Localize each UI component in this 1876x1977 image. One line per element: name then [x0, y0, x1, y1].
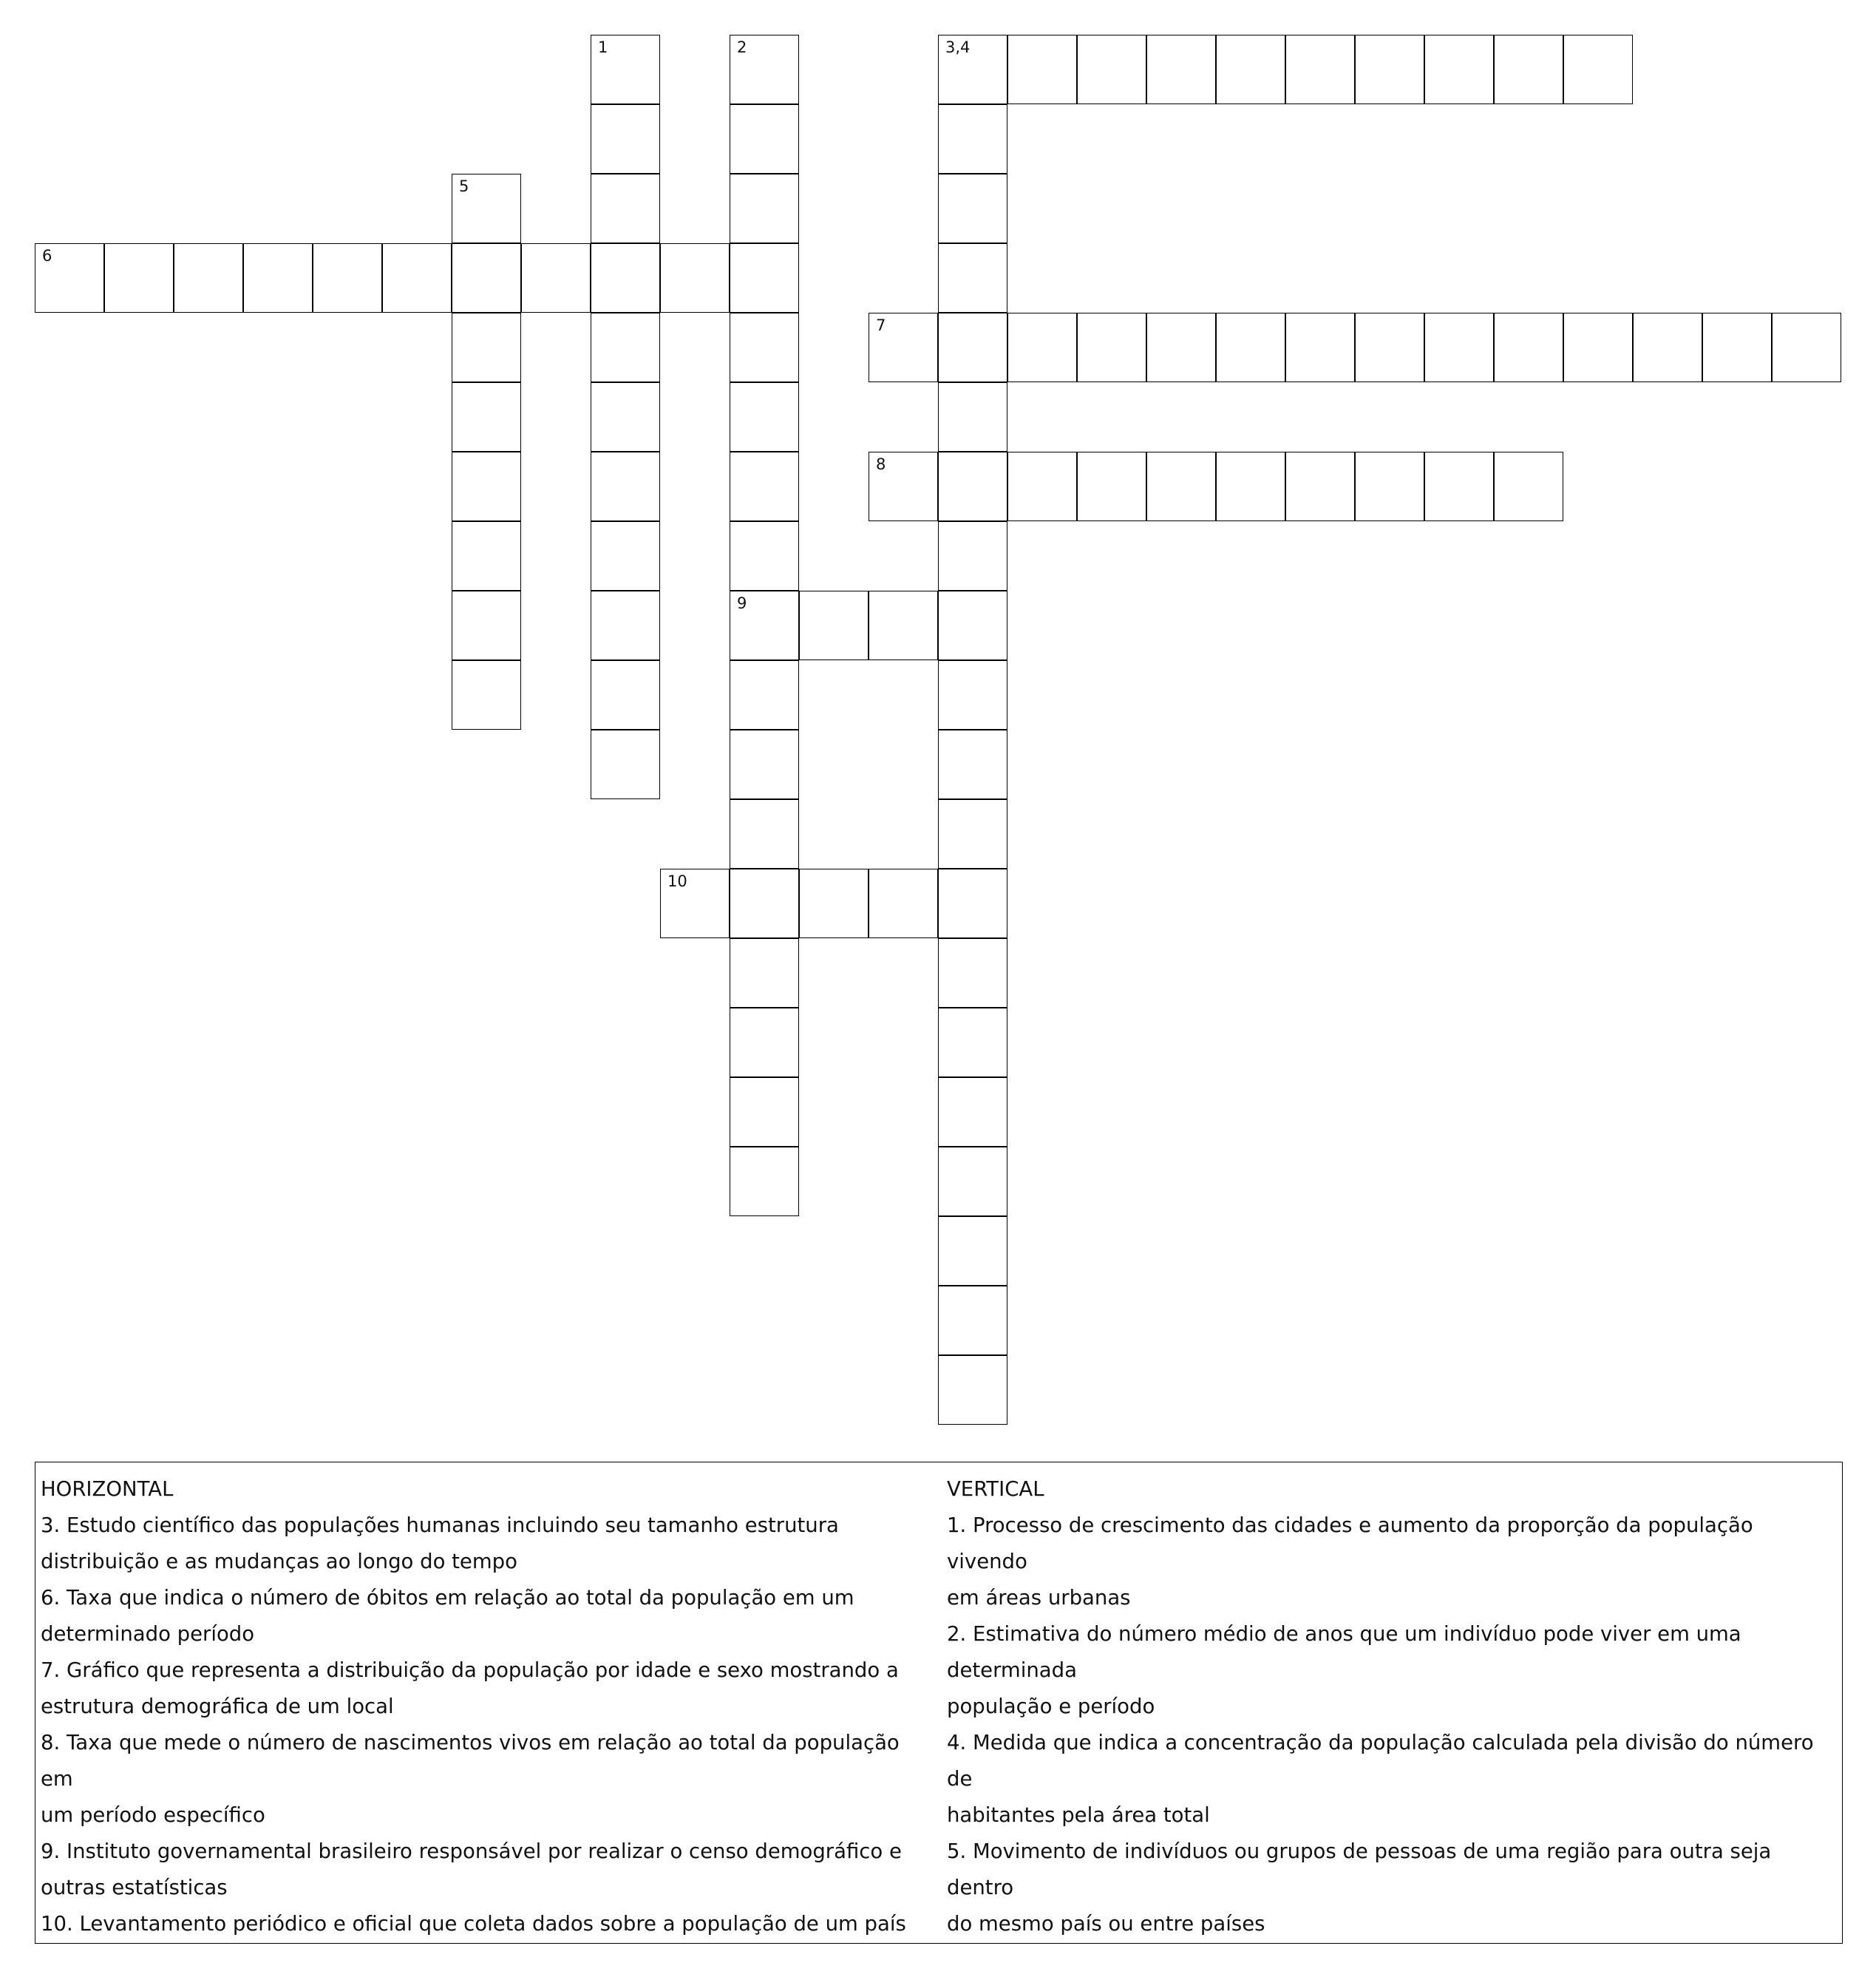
grid-cell[interactable] [452, 243, 521, 313]
grid-cell[interactable] [452, 382, 521, 452]
horizontal-clues [41, 1471, 928, 1942]
grid-cell[interactable] [243, 243, 313, 313]
grid-cell[interactable] [1077, 313, 1146, 382]
cell-number: 8 [876, 455, 886, 473]
grid-cell[interactable] [730, 799, 799, 869]
grid-cell[interactable] [660, 869, 730, 938]
cell-number: 5 [459, 177, 469, 195]
grid-cell[interactable] [730, 452, 799, 521]
grid-cell[interactable] [452, 521, 521, 591]
grid-cell[interactable] [730, 730, 799, 799]
grid-cell[interactable] [730, 174, 799, 243]
grid-cell[interactable] [938, 1147, 1007, 1216]
grid-cell[interactable] [382, 243, 452, 313]
grid-cell[interactable] [1216, 313, 1285, 382]
grid-cell[interactable] [1285, 35, 1355, 104]
cell-number: 7 [876, 316, 886, 334]
grid-cell[interactable] [591, 174, 660, 243]
grid-cell[interactable] [869, 313, 938, 382]
grid-cell[interactable] [591, 104, 660, 174]
clue-h-9: 9. Instituto governamental brasileiro responsável por realizar o censo demográfico e outras estatísticas [41, 1839, 902, 1899]
grid-cell[interactable] [591, 730, 660, 799]
grid-cell[interactable] [1424, 35, 1494, 104]
grid-cell[interactable] [104, 243, 174, 313]
grid-cell[interactable] [938, 660, 1007, 730]
grid-cell[interactable] [591, 452, 660, 521]
grid-cell[interactable] [938, 521, 1007, 591]
grid-cell[interactable] [1633, 313, 1702, 382]
clues-box [35, 1462, 1843, 1944]
grid-cell[interactable] [730, 104, 799, 174]
grid-cell[interactable] [660, 243, 730, 313]
grid-cell[interactable] [799, 869, 869, 938]
clue-h-10: 10. Levantamento periódico e oficial que coleta dados sobre a população de um país [41, 1912, 906, 1936]
grid-cell[interactable] [938, 452, 1007, 521]
grid-cell[interactable] [938, 313, 1007, 382]
grid-cell[interactable] [1285, 452, 1355, 521]
grid-cell[interactable] [730, 313, 799, 382]
grid-cell[interactable] [1285, 313, 1355, 382]
grid-cell[interactable] [1355, 452, 1424, 521]
grid-cell[interactable] [35, 243, 104, 313]
grid-cell[interactable] [938, 382, 1007, 452]
grid-cell[interactable] [938, 591, 1007, 660]
grid-cell[interactable] [591, 313, 660, 382]
cell-number: 2 [737, 38, 747, 56]
clue-h-8: 8. Taxa que mede o número de nascimentos vivos em relação ao total da população em um período específico [41, 1731, 900, 1827]
grid-cell[interactable] [1563, 313, 1633, 382]
grid-cell[interactable] [938, 938, 1007, 1008]
grid-cell[interactable] [1563, 35, 1633, 104]
grid-cell[interactable] [591, 35, 660, 104]
grid-cell[interactable] [869, 591, 938, 660]
grid-cell[interactable] [313, 243, 382, 313]
grid-cell[interactable] [938, 799, 1007, 869]
clue-v-1: 1. Processo de crescimento das cidades e aumento da proporção da população vivendo em áreas urbanas [947, 1513, 1753, 1610]
grid-cell[interactable] [1355, 313, 1424, 382]
grid-cell[interactable] [1077, 452, 1146, 521]
grid-cell[interactable] [452, 313, 521, 382]
vertical-clues [947, 1471, 1834, 1942]
grid-cell[interactable] [730, 1147, 799, 1216]
clue-v-2: 2. Estimativa do número médio de anos que um indivíduo pode viver em uma determinada população e período [947, 1622, 1741, 1718]
grid-cell[interactable] [938, 869, 1007, 938]
grid-cell[interactable] [174, 243, 243, 313]
vertical-heading: VERTICAL [947, 1477, 1044, 1501]
grid-cell[interactable] [1494, 313, 1563, 382]
grid-cell[interactable] [938, 1355, 1007, 1425]
grid-cell[interactable] [730, 938, 799, 1008]
grid-cell[interactable] [938, 104, 1007, 174]
grid-cell[interactable] [521, 243, 591, 313]
grid-cell[interactable] [1355, 35, 1424, 104]
grid-cell[interactable] [452, 452, 521, 521]
grid-cell[interactable] [452, 591, 521, 660]
clue-v-4: 4. Medida que indica a concentração da população calculada pela divisão do número de habitantes pela área total [947, 1731, 1814, 1827]
grid-cell[interactable] [1007, 313, 1077, 382]
grid-cell[interactable] [869, 869, 938, 938]
grid-cell[interactable] [1077, 35, 1146, 104]
clue-h-7: 7. Gráfico que representa a distribuição da população por idade e sexo mostrando a estrutura demográfica de um local [41, 1658, 899, 1718]
cell-number: 1 [598, 38, 608, 56]
grid-cell[interactable] [938, 1008, 1007, 1077]
grid-cell[interactable] [591, 591, 660, 660]
grid-cell[interactable] [591, 521, 660, 591]
grid-cell[interactable] [938, 1077, 1007, 1147]
grid-cell[interactable] [1424, 313, 1494, 382]
grid-cell[interactable] [1007, 35, 1077, 104]
grid-cell[interactable] [938, 730, 1007, 799]
grid-cell[interactable] [1146, 313, 1216, 382]
grid-cell[interactable] [452, 174, 521, 243]
grid-cell[interactable] [591, 243, 660, 313]
grid-cell[interactable] [1146, 452, 1216, 521]
grid-cell[interactable] [730, 382, 799, 452]
grid-cell[interactable] [938, 1286, 1007, 1355]
cell-number: 6 [42, 247, 52, 265]
grid-cell[interactable] [1494, 452, 1563, 521]
grid-cell[interactable] [1216, 35, 1285, 104]
clue-h-6: 6. Taxa que indica o número de óbitos em relação ao total da população em um determinado período [41, 1586, 854, 1646]
horizontal-heading: HORIZONTAL [41, 1477, 174, 1501]
grid-cell[interactable] [938, 174, 1007, 243]
grid-cell[interactable] [938, 35, 1007, 104]
grid-cell[interactable] [730, 243, 799, 313]
grid-cell[interactable] [730, 869, 799, 938]
grid-cell[interactable] [869, 452, 938, 521]
grid-cell[interactable] [799, 591, 869, 660]
grid-cell[interactable] [938, 243, 1007, 313]
grid-cell[interactable] [730, 35, 799, 104]
grid-cell[interactable] [730, 521, 799, 591]
grid-cell[interactable] [1146, 35, 1216, 104]
grid-cell[interactable] [1424, 452, 1494, 521]
cell-number: 9 [737, 594, 747, 612]
grid-cell[interactable] [730, 591, 799, 660]
grid-cell[interactable] [1772, 313, 1841, 382]
grid-cell[interactable] [452, 660, 521, 730]
grid-cell[interactable] [730, 1077, 799, 1147]
clue-v-5: 5. Movimento de indivíduos ou grupos de pessoas de uma região para outra seja dentro do mesmo país ou entre países [947, 1839, 1772, 1936]
grid-cell[interactable] [730, 660, 799, 730]
grid-cell[interactable] [591, 660, 660, 730]
grid-cell[interactable] [730, 1008, 799, 1077]
grid-cell[interactable] [1007, 452, 1077, 521]
clue-h-3: 3. Estudo científico das populações humanas incluindo seu tamanho estrutura distribuição e as mudanças ao longo do tempo [41, 1513, 839, 1573]
grid-cell[interactable] [1216, 452, 1285, 521]
grid-cell[interactable] [1494, 35, 1563, 104]
grid-cell[interactable] [591, 382, 660, 452]
grid-cell[interactable] [1702, 313, 1772, 382]
cell-number: 10 [667, 872, 687, 890]
cell-number: 3,4 [945, 38, 971, 56]
grid-cell[interactable] [938, 1216, 1007, 1286]
